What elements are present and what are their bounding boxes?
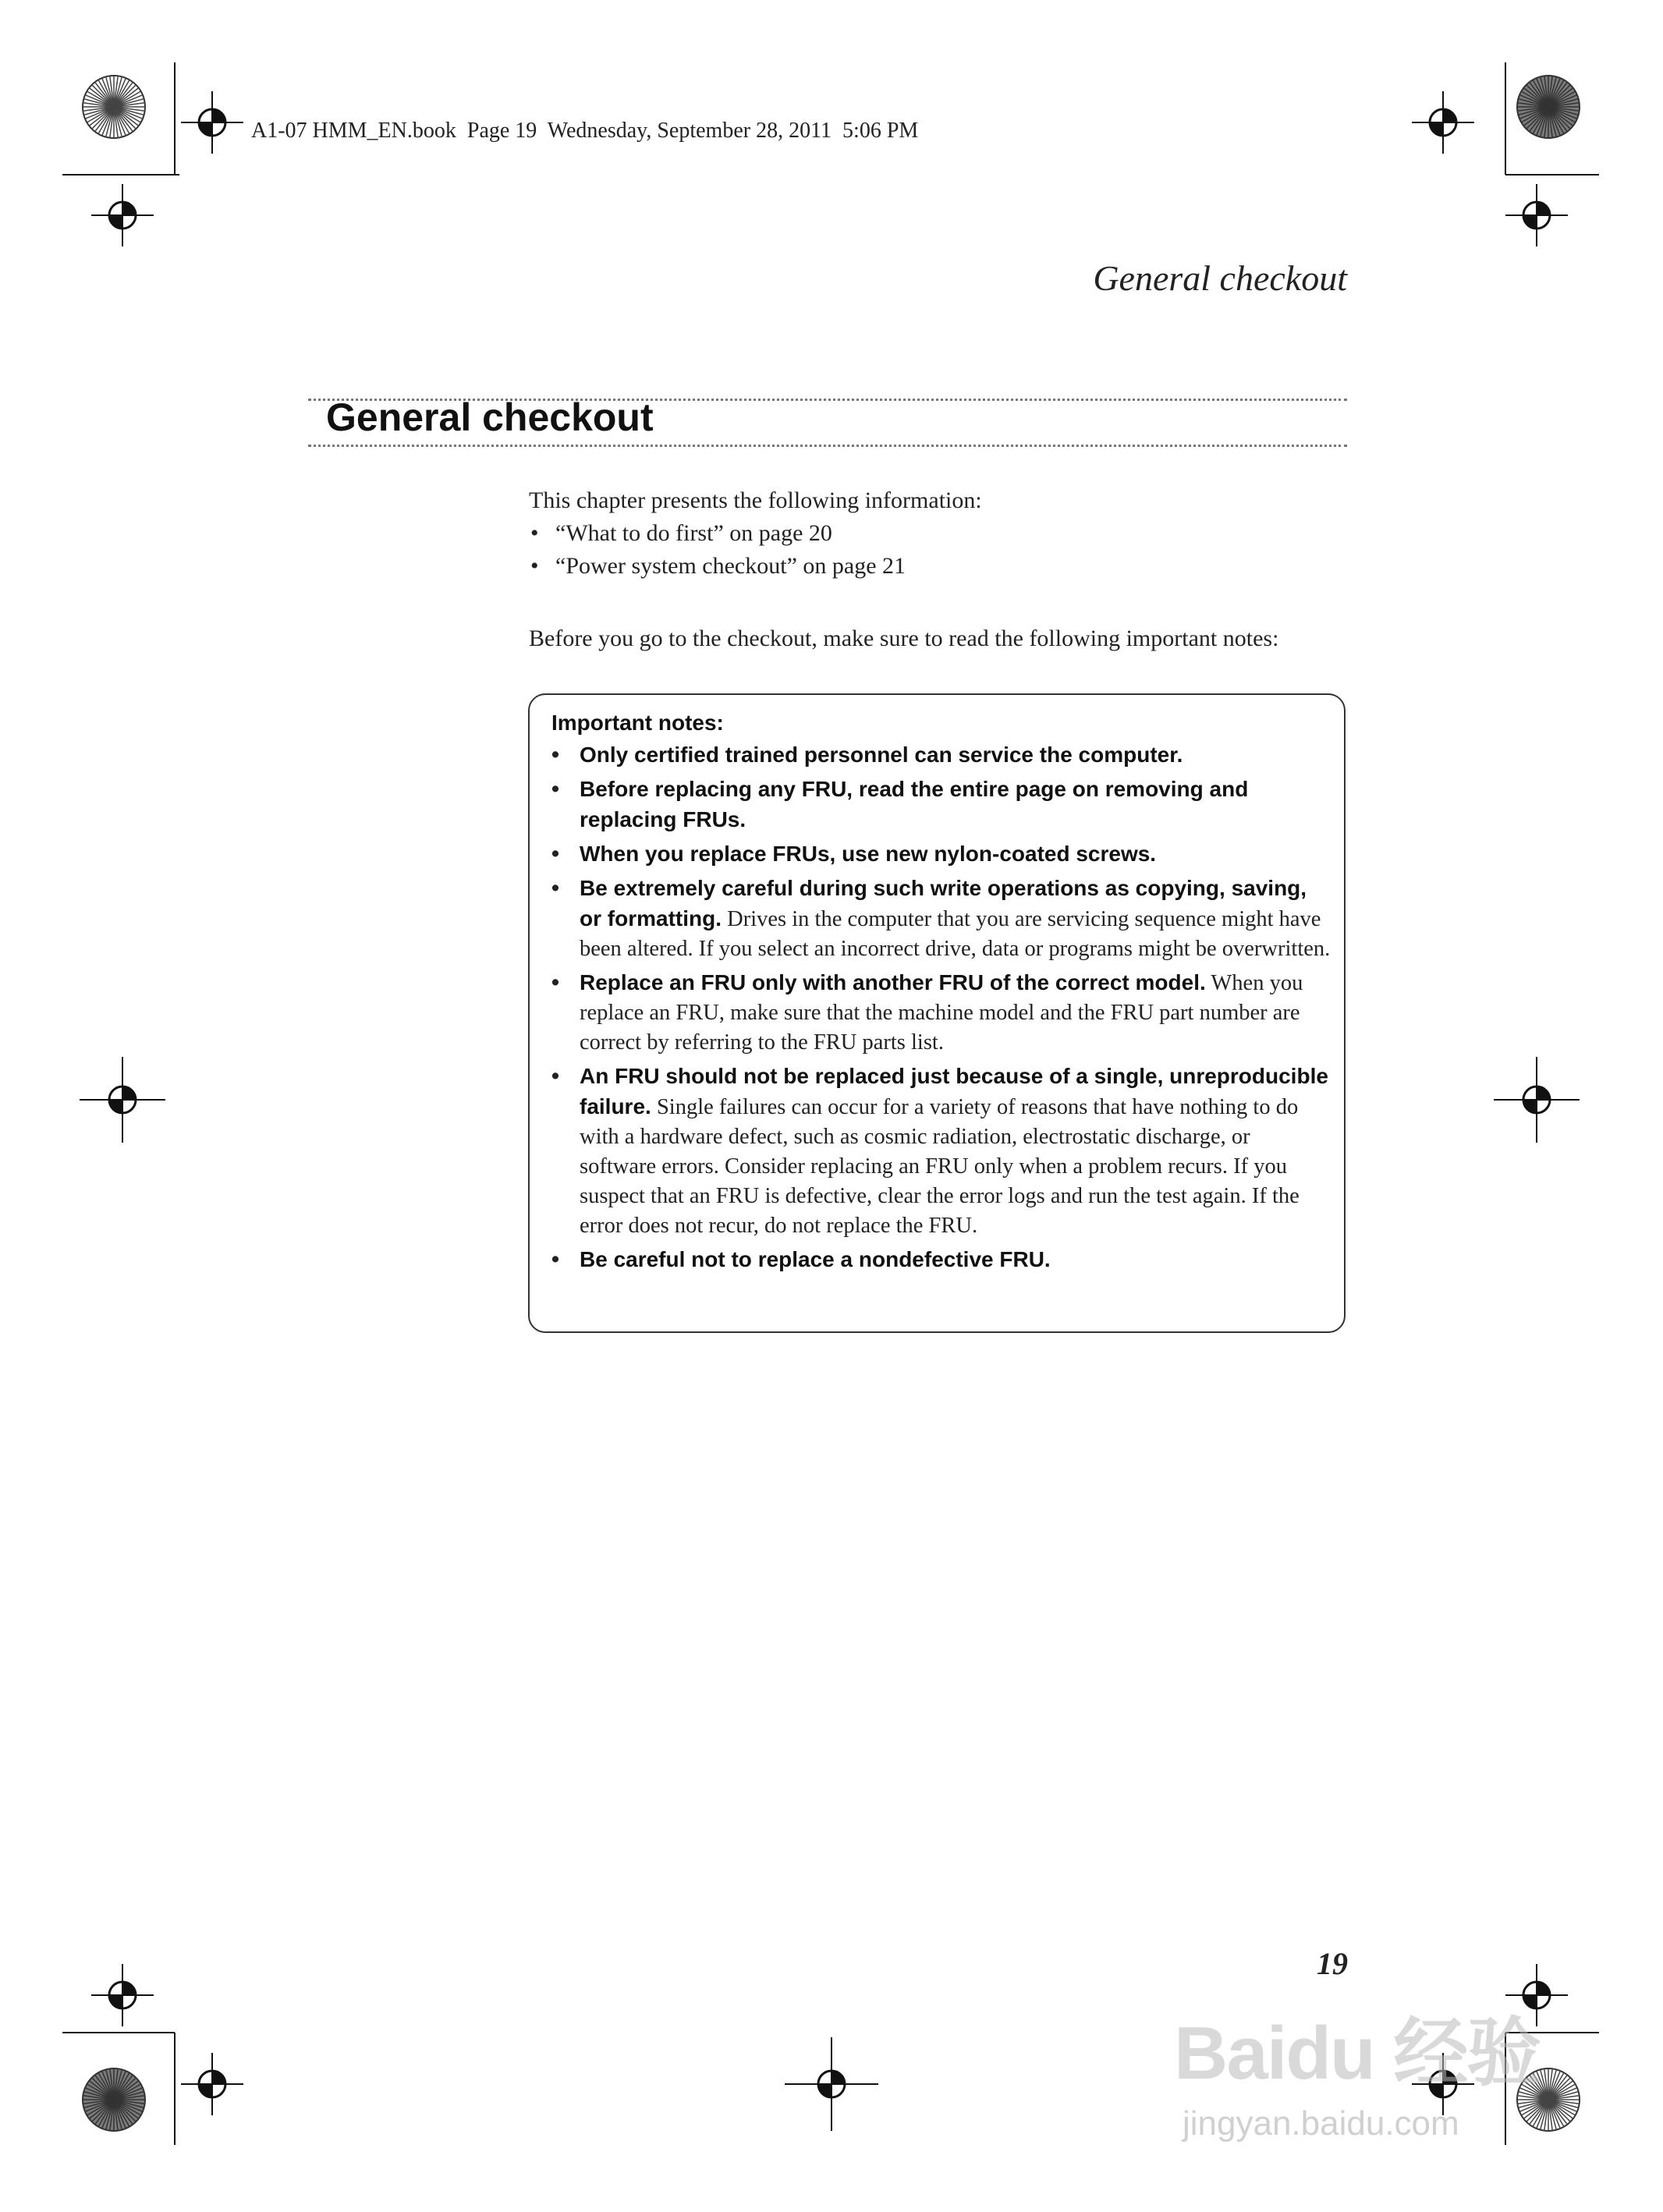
note-emphasis: An FRU should not be replaced just because of a single, unreproducible failure. xyxy=(580,1064,1328,1118)
note-emphasis: Replace an FRU only with another FRU of the correct model. xyxy=(580,970,1206,994)
registration-mark xyxy=(181,91,243,154)
note-item xyxy=(551,968,1331,1058)
title-rule-bottom xyxy=(308,445,1347,447)
note-emphasis: Be extremely careful during such write operations as copying, saving, or formatting. xyxy=(580,876,1307,931)
list-item: • “Power system checkout” on page 21 xyxy=(529,550,906,583)
note-item xyxy=(551,740,1331,771)
page-number: 19 xyxy=(1317,1946,1348,1981)
note-emphasis: Before replacing any FRU, read the entire page on removing and replacing FRUs. xyxy=(580,777,1249,831)
registration-mark xyxy=(785,2037,878,2131)
note-item xyxy=(551,775,1331,835)
list-item: • “What to do first” on page 20 xyxy=(529,517,906,550)
registration-mark xyxy=(181,2053,243,2115)
note-text: Drives in the computer that you are servicing sequence might have been altered. If you select an incorrect drive, data or programs might be overwritten. xyxy=(580,907,1331,961)
note-item xyxy=(551,1062,1331,1241)
note-item xyxy=(551,839,1331,870)
important-notes-heading: Important notes: xyxy=(551,711,724,735)
registration-mark xyxy=(91,1964,154,2026)
important-notes-box xyxy=(528,693,1346,1333)
registration-mark xyxy=(1494,1057,1580,1143)
baidu-watermark-logo: Baidu 经验 xyxy=(1174,2012,1541,2095)
note-text: Single failures can occur for a variety of reasons that have nothing to do with a hardware defect, such as cosmic radiation, electrostatic discharge, or software errors. Consider replacing an FRU only when a problem recurs. If you suspect that an FRU is defective, clear the error logs and run the test again. If the error does not recur, do not replace the FRU. xyxy=(580,1095,1300,1238)
chapter-contents-list xyxy=(529,517,906,583)
intro-paragraph: This chapter presents the following information: xyxy=(529,487,982,513)
chapter-title: General checkout xyxy=(326,395,654,439)
baidu-watermark-url: jingyan.baidu.com xyxy=(1183,2104,1459,2143)
star-target-mark xyxy=(83,2068,145,2131)
important-notes-list xyxy=(551,740,1331,1275)
note-emphasis: When you replace FRUs, use new nylon-coated screws. xyxy=(580,842,1157,866)
note-text: When you replace an FRU, make sure that the machine model and the FRU part number are correct by referring to the FRU parts list. xyxy=(580,971,1303,1055)
running-head: General checkout xyxy=(1093,258,1347,298)
star-target-mark xyxy=(83,76,145,138)
print-slug: A1-07 HMM_EN.book Page 19 Wednesday, September 28, 2011 5:06 PM xyxy=(251,119,919,143)
registration-mark xyxy=(1412,91,1474,154)
note-emphasis: Be careful not to replace a nondefective FRU. xyxy=(580,1247,1051,1271)
registration-mark xyxy=(1505,184,1568,246)
registration-mark xyxy=(80,1057,165,1143)
note-item xyxy=(551,874,1331,964)
note-item xyxy=(551,1245,1331,1275)
star-target-mark xyxy=(1517,76,1580,138)
before-checkout-paragraph: Before you go to the checkout, make sure to read the following important notes: xyxy=(529,626,1279,651)
registration-mark xyxy=(91,184,154,246)
note-emphasis: Only certified trained personnel can service the computer. xyxy=(580,743,1183,767)
